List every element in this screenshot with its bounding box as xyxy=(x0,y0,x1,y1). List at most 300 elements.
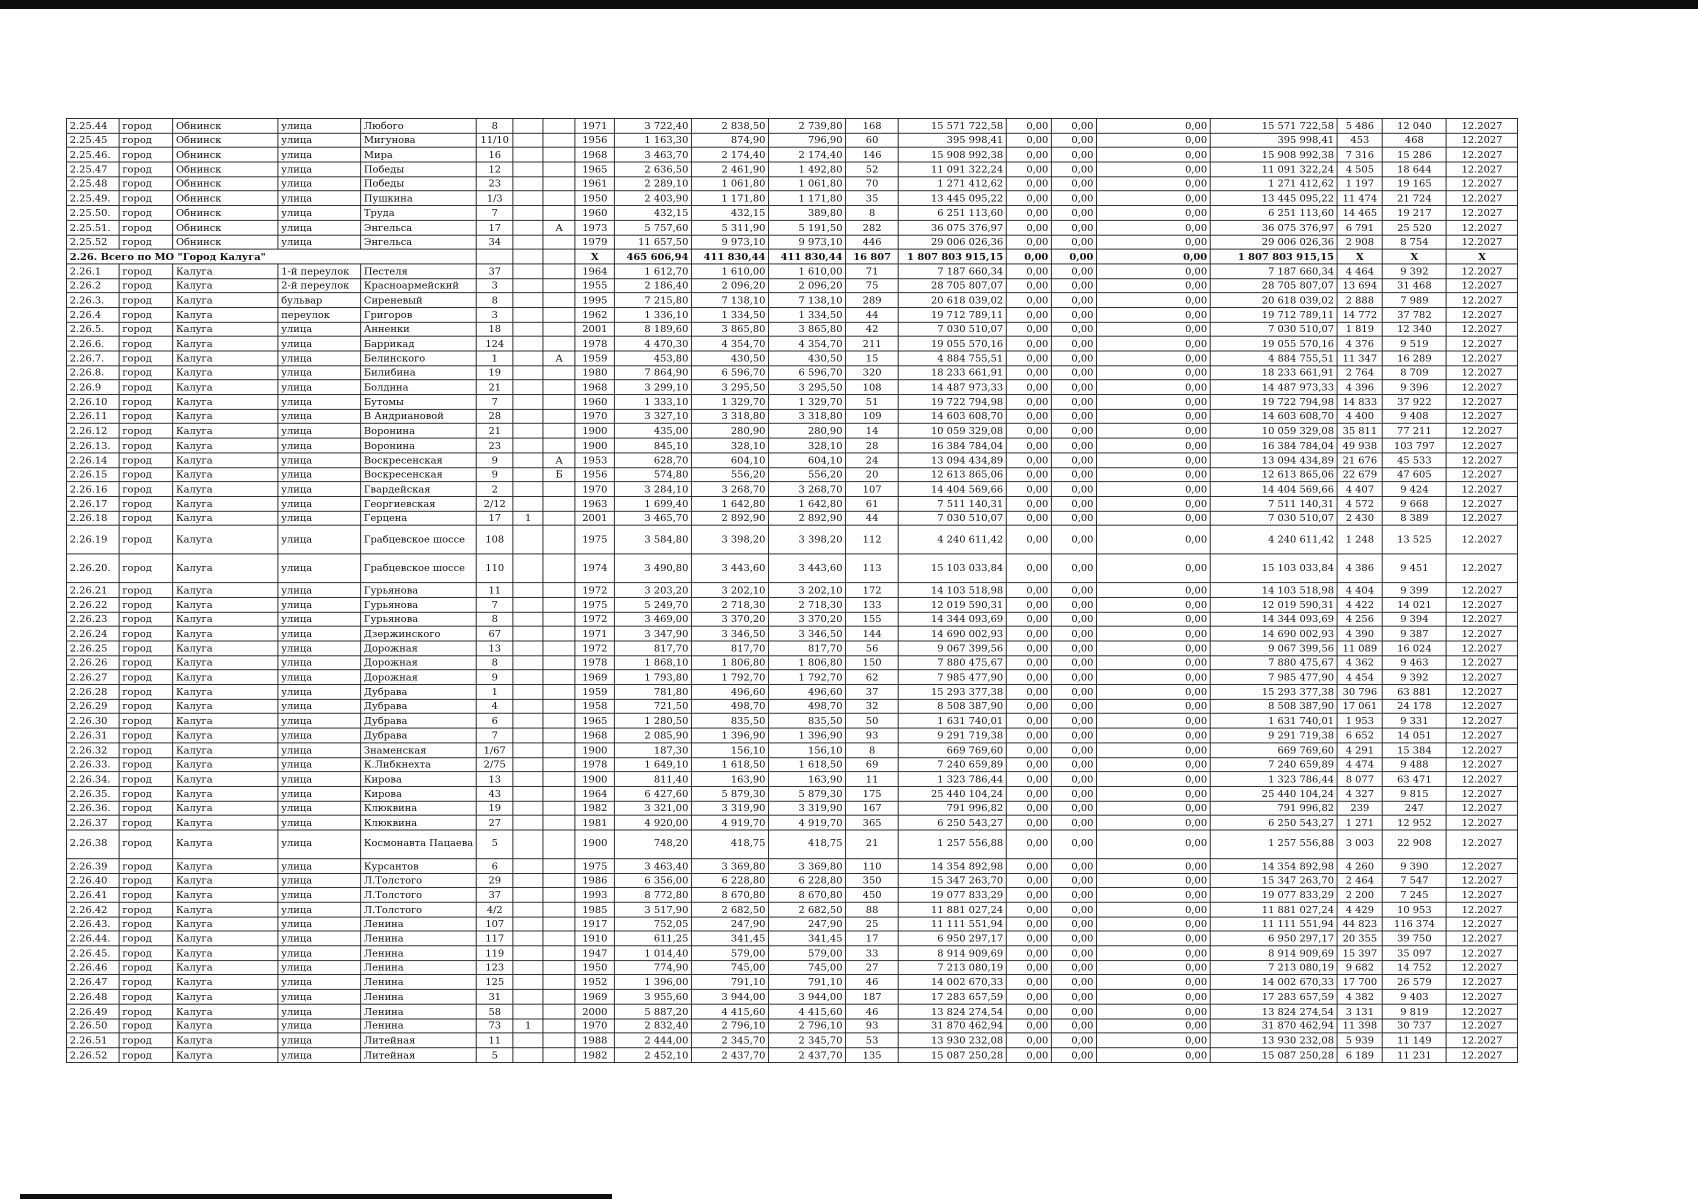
cell-residents: 175 xyxy=(846,786,899,801)
table-row xyxy=(66,177,1517,192)
cell-residents: 113 xyxy=(846,554,899,583)
cell-letter xyxy=(543,525,575,554)
cell-fund-region: 0,00 xyxy=(1097,888,1211,903)
cell-deadline: 12.2027 xyxy=(1446,830,1517,859)
cell-cost-total: 669 769,60 xyxy=(898,743,1006,758)
cell-settlement-type: город xyxy=(119,830,173,859)
cell-year: 1900 xyxy=(575,830,614,859)
cell-num: 2.26.21 xyxy=(66,583,119,598)
cell-building xyxy=(513,888,543,903)
total-value: 16 807 xyxy=(846,249,899,264)
cell-settlement: Калуга xyxy=(173,960,278,975)
cell-settlement-type: город xyxy=(119,1033,173,1048)
cell-cost-total: 7 187 660,34 xyxy=(898,264,1006,279)
table-row xyxy=(66,656,1517,671)
cell-deadline: 12.2027 xyxy=(1446,902,1517,917)
cell-fund-kr: 0,00 xyxy=(1006,409,1051,424)
cell-settlement-type: город xyxy=(119,220,173,235)
cell-house: 1/3 xyxy=(476,191,513,206)
cell-year: 1972 xyxy=(575,583,614,598)
cell-street-type: улица xyxy=(278,511,361,526)
cell-fund-kr: 0,00 xyxy=(1006,597,1051,612)
cell-num: 2.26.11 xyxy=(66,409,119,424)
cell-letter xyxy=(543,743,575,758)
cell-settlement-type: город xyxy=(119,931,173,946)
cell-settlement: Калуга xyxy=(173,554,278,583)
cell-residential-area: 2 682,50 xyxy=(692,902,769,917)
cell-deadline: 12.2027 xyxy=(1446,322,1517,337)
cell-limit-per-m2: 9 668 xyxy=(1382,496,1446,511)
cell-cost-total: 29 006 026,36 xyxy=(898,235,1006,250)
cell-deadline: 12.2027 xyxy=(1446,786,1517,801)
table-row xyxy=(66,975,1517,990)
cell-settlement: Обнинск xyxy=(173,118,278,133)
cell-limit-per-m2: 103 797 xyxy=(1382,438,1446,453)
cell-total-area: 3 321,00 xyxy=(615,801,692,816)
cell-cost-per-m2: 30 796 xyxy=(1337,685,1382,700)
cell-letter xyxy=(543,1048,575,1063)
cell-letter xyxy=(543,395,575,410)
cell-letter xyxy=(543,482,575,497)
cell-settlement: Обнинск xyxy=(173,191,278,206)
cell-residential-area: 4 919,70 xyxy=(692,815,769,830)
cell-street: Дорожная xyxy=(361,641,477,656)
cell-settlement: Калуга xyxy=(173,612,278,627)
cell-owner-area: 817,70 xyxy=(769,641,846,656)
cell-street-type: улица xyxy=(278,989,361,1004)
cell-num: 2.26.9 xyxy=(66,380,119,395)
total-value: X xyxy=(1446,249,1517,264)
cell-letter xyxy=(543,757,575,772)
cell-fund-kr: 0,00 xyxy=(1006,351,1051,366)
cell-year: 1969 xyxy=(575,670,614,685)
cell-building xyxy=(513,685,543,700)
cell-limit-per-m2: 9 394 xyxy=(1382,612,1446,627)
cell-letter xyxy=(543,322,575,337)
cell-building xyxy=(513,612,543,627)
cell-fund-owners: 6 250 543,27 xyxy=(1210,815,1337,830)
cell-fund-owners: 9 291 719,38 xyxy=(1210,728,1337,743)
cell-deadline: 12.2027 xyxy=(1446,467,1517,482)
cell-owner-area: 1 329,70 xyxy=(769,395,846,410)
cell-fund-rf: 0,00 xyxy=(1052,336,1097,351)
cell-building xyxy=(513,438,543,453)
cell-residential-area: 8 670,80 xyxy=(692,888,769,903)
cell-limit-per-m2: 9 392 xyxy=(1382,670,1446,685)
cell-building xyxy=(513,322,543,337)
cell-building xyxy=(513,336,543,351)
cell-street: Кирова xyxy=(361,786,477,801)
table-row xyxy=(66,612,1517,627)
cell-fund-region: 0,00 xyxy=(1097,626,1211,641)
cell-limit-per-m2: 8 709 xyxy=(1382,366,1446,381)
cell-fund-region: 0,00 xyxy=(1097,583,1211,598)
cell-residents: 20 xyxy=(846,467,899,482)
cell-fund-owners: 11 111 551,94 xyxy=(1210,917,1337,932)
cell-fund-rf: 0,00 xyxy=(1052,757,1097,772)
cell-limit-per-m2: 30 737 xyxy=(1382,1019,1446,1034)
cell-house: 123 xyxy=(476,960,513,975)
cell-settlement: Калуга xyxy=(173,830,278,859)
cell-settlement-type: город xyxy=(119,380,173,395)
table-row xyxy=(66,351,1517,366)
cell-cost-per-m2: 7 316 xyxy=(1337,148,1382,163)
cell-fund-region: 0,00 xyxy=(1097,293,1211,308)
cell-settlement-type: город xyxy=(119,772,173,787)
cell-fund-rf: 0,00 xyxy=(1052,162,1097,177)
cell-cost-per-m2: 21 676 xyxy=(1337,453,1382,468)
cell-owner-area: 163,90 xyxy=(769,772,846,787)
cell-cost-total: 11 881 027,24 xyxy=(898,902,1006,917)
cell-street: Воронина xyxy=(361,438,477,453)
cell-cost-per-m2: 5 486 xyxy=(1337,118,1382,133)
cell-cost-per-m2: 239 xyxy=(1337,801,1382,816)
cell-residential-area: 432,15 xyxy=(692,206,769,221)
cell-house: 1 xyxy=(476,685,513,700)
cell-limit-per-m2: 15 286 xyxy=(1382,148,1446,163)
cell-street-type: улица xyxy=(278,597,361,612)
cell-fund-rf: 0,00 xyxy=(1052,307,1097,322)
cell-street: Гурьянова xyxy=(361,583,477,598)
cell-fund-region: 0,00 xyxy=(1097,206,1211,221)
cell-building xyxy=(513,395,543,410)
cell-fund-kr: 0,00 xyxy=(1006,873,1051,888)
cell-num: 2.25.44 xyxy=(66,118,119,133)
cell-fund-kr: 0,00 xyxy=(1006,118,1051,133)
cell-settlement-type: город xyxy=(119,1004,173,1019)
cell-fund-region: 0,00 xyxy=(1097,177,1211,192)
cell-settlement: Калуга xyxy=(173,380,278,395)
cell-building xyxy=(513,699,543,714)
cell-street: Курсантов xyxy=(361,859,477,874)
cell-num: 2.26.51 xyxy=(66,1033,119,1048)
cell-fund-rf: 0,00 xyxy=(1052,118,1097,133)
empty-cell xyxy=(513,249,543,264)
cell-year: 1978 xyxy=(575,656,614,671)
cell-letter: А xyxy=(543,351,575,366)
cell-cost-per-m2: 35 811 xyxy=(1337,424,1382,439)
cell-cost-total: 7 030 510,07 xyxy=(898,511,1006,526)
cell-owner-area: 418,75 xyxy=(769,830,846,859)
cell-street-type: улица xyxy=(278,815,361,830)
cell-total-area: 6 427,60 xyxy=(615,786,692,801)
cell-residential-area: 1 642,80 xyxy=(692,496,769,511)
cell-year: 1971 xyxy=(575,118,614,133)
cell-residents: 112 xyxy=(846,525,899,554)
cell-cost-per-m2: 3 131 xyxy=(1337,1004,1382,1019)
cell-total-area: 3 463,40 xyxy=(615,859,692,874)
cell-residents: 172 xyxy=(846,583,899,598)
cell-fund-owners: 15 103 033,84 xyxy=(1210,554,1337,583)
cell-fund-owners: 7 030 510,07 xyxy=(1210,511,1337,526)
cell-fund-kr: 0,00 xyxy=(1006,278,1051,293)
cell-residents: 14 xyxy=(846,424,899,439)
cell-residential-area: 1 792,70 xyxy=(692,670,769,685)
cell-building xyxy=(513,801,543,816)
cell-year: 2001 xyxy=(575,322,614,337)
cell-street: Ленина xyxy=(361,917,477,932)
cell-residential-area: 1 334,50 xyxy=(692,307,769,322)
cell-limit-per-m2: 9 819 xyxy=(1382,1004,1446,1019)
cell-owner-area: 156,10 xyxy=(769,743,846,758)
cell-letter xyxy=(543,946,575,961)
cell-total-area: 5 757,60 xyxy=(615,220,692,235)
cell-deadline: 12.2027 xyxy=(1446,931,1517,946)
cell-settlement-type: город xyxy=(119,656,173,671)
table-row xyxy=(66,336,1517,351)
cell-settlement-type: город xyxy=(119,641,173,656)
cell-fund-rf: 0,00 xyxy=(1052,133,1097,148)
cell-cost-total: 791 996,82 xyxy=(898,801,1006,816)
cell-owner-area: 579,00 xyxy=(769,946,846,961)
cell-building xyxy=(513,278,543,293)
cell-street-type: улица xyxy=(278,351,361,366)
cell-letter xyxy=(543,162,575,177)
cell-owner-area: 3 202,10 xyxy=(769,583,846,598)
cell-cost-total: 15 103 033,84 xyxy=(898,554,1006,583)
cell-settlement-type: город xyxy=(119,815,173,830)
cell-house: 18 xyxy=(476,322,513,337)
cell-deadline: 12.2027 xyxy=(1446,380,1517,395)
cell-street-type: 1-й переулок xyxy=(278,264,361,279)
cell-owner-area: 3 865,80 xyxy=(769,322,846,337)
cell-settlement: Калуга xyxy=(173,511,278,526)
cell-deadline: 12.2027 xyxy=(1446,438,1517,453)
cell-letter xyxy=(543,685,575,700)
cell-residential-area: 418,75 xyxy=(692,830,769,859)
cell-fund-owners: 7 880 475,67 xyxy=(1210,656,1337,671)
cell-cost-total: 28 705 807,07 xyxy=(898,278,1006,293)
cell-fund-kr: 0,00 xyxy=(1006,177,1051,192)
cell-residential-area: 3 865,80 xyxy=(692,322,769,337)
cell-letter xyxy=(543,728,575,743)
cell-owner-area: 5 191,50 xyxy=(769,220,846,235)
cell-cost-total: 7 511 140,31 xyxy=(898,496,1006,511)
cell-building xyxy=(513,946,543,961)
cell-owner-area: 3 346,50 xyxy=(769,626,846,641)
cell-residents: 167 xyxy=(846,801,899,816)
cell-num: 2.26.25 xyxy=(66,641,119,656)
cell-fund-region: 0,00 xyxy=(1097,975,1211,990)
cell-fund-owners: 15 908 992,38 xyxy=(1210,148,1337,163)
cell-residential-area: 280,90 xyxy=(692,424,769,439)
cell-cost-total: 6 250 543,27 xyxy=(898,815,1006,830)
cell-year: 1900 xyxy=(575,438,614,453)
cell-fund-owners: 25 440 104,24 xyxy=(1210,786,1337,801)
cell-settlement-type: город xyxy=(119,118,173,133)
cell-limit-per-m2: 19 217 xyxy=(1382,206,1446,221)
cell-fund-kr: 0,00 xyxy=(1006,133,1051,148)
cell-cost-total: 19 712 789,11 xyxy=(898,307,1006,322)
cell-street: Георгиевская xyxy=(361,496,477,511)
cell-settlement-type: город xyxy=(119,612,173,627)
table-row xyxy=(66,685,1517,700)
cell-street-type: улица xyxy=(278,380,361,395)
cell-fund-region: 0,00 xyxy=(1097,699,1211,714)
cell-house: 17 xyxy=(476,220,513,235)
cell-fund-kr: 0,00 xyxy=(1006,467,1051,482)
cell-total-area: 7 215,80 xyxy=(615,293,692,308)
cell-street-type: улица xyxy=(278,395,361,410)
cell-deadline: 12.2027 xyxy=(1446,118,1517,133)
cell-residential-area: 4 354,70 xyxy=(692,336,769,351)
cell-cost-per-m2: 15 397 xyxy=(1337,946,1382,961)
cell-letter: А xyxy=(543,453,575,468)
cell-total-area: 752,05 xyxy=(615,917,692,932)
cell-cost-total: 14 002 670,33 xyxy=(898,975,1006,990)
cell-building xyxy=(513,714,543,729)
table-row xyxy=(66,395,1517,410)
cell-residents: 32 xyxy=(846,699,899,714)
cell-fund-kr: 0,00 xyxy=(1006,307,1051,322)
cell-residential-area: 604,10 xyxy=(692,453,769,468)
cell-street: Ленина xyxy=(361,931,477,946)
cell-fund-region: 0,00 xyxy=(1097,612,1211,627)
table-row xyxy=(66,380,1517,395)
cell-letter xyxy=(543,133,575,148)
cell-house: 13 xyxy=(476,641,513,656)
cell-num: 2.26.35. xyxy=(66,786,119,801)
cell-settlement: Калуга xyxy=(173,815,278,830)
cell-fund-owners: 15 087 250,28 xyxy=(1210,1048,1337,1063)
cell-residential-area: 9 973,10 xyxy=(692,235,769,250)
cell-owner-area: 2 796,10 xyxy=(769,1019,846,1034)
cell-fund-owners: 15 347 263,70 xyxy=(1210,873,1337,888)
cell-fund-rf: 0,00 xyxy=(1052,859,1097,874)
cell-street: Любого xyxy=(361,118,477,133)
cell-fund-owners: 395 998,41 xyxy=(1210,133,1337,148)
cell-fund-region: 0,00 xyxy=(1097,801,1211,816)
cell-street: Гурьянова xyxy=(361,597,477,612)
cell-limit-per-m2: 14 752 xyxy=(1382,960,1446,975)
cell-fund-kr: 0,00 xyxy=(1006,322,1051,337)
cell-settlement-type: город xyxy=(119,307,173,322)
cell-cost-per-m2: 14 465 xyxy=(1337,206,1382,221)
table-row xyxy=(66,583,1517,598)
cell-year: 2001 xyxy=(575,511,614,526)
cell-letter xyxy=(543,873,575,888)
cell-residential-area: 2 437,70 xyxy=(692,1048,769,1063)
cell-residents: 289 xyxy=(846,293,899,308)
cell-fund-kr: 0,00 xyxy=(1006,960,1051,975)
cell-fund-owners: 6 950 297,17 xyxy=(1210,931,1337,946)
cell-year: 1978 xyxy=(575,336,614,351)
cell-total-area: 5 887,20 xyxy=(615,1004,692,1019)
cell-building xyxy=(513,902,543,917)
cell-cost-total: 31 870 462,94 xyxy=(898,1019,1006,1034)
table-row xyxy=(66,801,1517,816)
cell-street-type: улица xyxy=(278,1004,361,1019)
cell-fund-kr: 0,00 xyxy=(1006,656,1051,671)
cell-total-area: 2 403,90 xyxy=(615,191,692,206)
cell-num: 2.26.48 xyxy=(66,989,119,1004)
cell-street: Космонавта Пацаева xyxy=(361,830,477,859)
cell-owner-area: 2 892,90 xyxy=(769,511,846,526)
cell-settlement-type: город xyxy=(119,438,173,453)
cell-house: 4 xyxy=(476,699,513,714)
cell-cost-total: 1 271 412,62 xyxy=(898,177,1006,192)
cell-settlement-type: город xyxy=(119,917,173,932)
cell-letter xyxy=(543,902,575,917)
cell-fund-kr: 0,00 xyxy=(1006,757,1051,772)
cell-fund-owners: 15 571 722,58 xyxy=(1210,118,1337,133)
cell-fund-owners: 13 445 095,22 xyxy=(1210,191,1337,206)
cell-building xyxy=(513,873,543,888)
cell-street-type: улица xyxy=(278,859,361,874)
cell-year: 1956 xyxy=(575,467,614,482)
cell-fund-kr: 0,00 xyxy=(1006,728,1051,743)
cell-residential-area: 6 228,80 xyxy=(692,873,769,888)
cell-residents: 93 xyxy=(846,728,899,743)
cell-house: 11 xyxy=(476,1033,513,1048)
cell-settlement: Калуга xyxy=(173,975,278,990)
cell-residents: 365 xyxy=(846,815,899,830)
table-row xyxy=(66,133,1517,148)
cell-cost-per-m2: 4 429 xyxy=(1337,902,1382,917)
total-value: X xyxy=(1337,249,1382,264)
cell-cost-total: 16 384 784,04 xyxy=(898,438,1006,453)
cell-building xyxy=(513,482,543,497)
cell-residents: 51 xyxy=(846,395,899,410)
cell-settlement: Калуга xyxy=(173,656,278,671)
cell-fund-kr: 0,00 xyxy=(1006,496,1051,511)
cell-street: Клюквина xyxy=(361,801,477,816)
cell-cost-total: 1 631 740,01 xyxy=(898,714,1006,729)
cell-residents: 350 xyxy=(846,873,899,888)
cell-fund-owners: 14 404 569,66 xyxy=(1210,482,1337,497)
cell-limit-per-m2: 14 021 xyxy=(1382,597,1446,612)
cell-settlement: Обнинск xyxy=(173,148,278,163)
cell-building xyxy=(513,133,543,148)
cell-house: 37 xyxy=(476,264,513,279)
cell-cost-total: 14 103 518,98 xyxy=(898,583,1006,598)
cell-residential-area: 163,90 xyxy=(692,772,769,787)
cell-year: 1968 xyxy=(575,728,614,743)
cell-total-area: 811,40 xyxy=(615,772,692,787)
cell-settlement: Калуга xyxy=(173,801,278,816)
cell-cost-per-m2: 2 200 xyxy=(1337,888,1382,903)
cell-fund-rf: 0,00 xyxy=(1052,264,1097,279)
cell-building xyxy=(513,656,543,671)
cell-deadline: 12.2027 xyxy=(1446,511,1517,526)
cell-street-type: улица xyxy=(278,438,361,453)
cell-settlement: Калуга xyxy=(173,278,278,293)
cell-fund-region: 0,00 xyxy=(1097,597,1211,612)
cell-cost-per-m2: 3 003 xyxy=(1337,830,1382,859)
cell-cost-per-m2: 4 390 xyxy=(1337,626,1382,641)
cell-street: Пушкина xyxy=(361,191,477,206)
cell-deadline: 12.2027 xyxy=(1446,1004,1517,1019)
cell-letter xyxy=(543,786,575,801)
cell-year: 1970 xyxy=(575,482,614,497)
cell-cost-per-m2: 11 347 xyxy=(1337,351,1382,366)
cell-street-type: улица xyxy=(278,612,361,627)
cell-settlement: Калуга xyxy=(173,772,278,787)
cell-num: 2.25.52 xyxy=(66,235,119,250)
cell-num: 2.26.50 xyxy=(66,1019,119,1034)
cell-fund-owners: 18 233 661,91 xyxy=(1210,366,1337,381)
cell-fund-rf: 0,00 xyxy=(1052,482,1097,497)
cell-limit-per-m2: 37 782 xyxy=(1382,307,1446,322)
table-row xyxy=(66,743,1517,758)
cell-residential-area: 2 838,50 xyxy=(692,118,769,133)
cell-residents: 88 xyxy=(846,902,899,917)
cell-house: 9 xyxy=(476,467,513,482)
cell-fund-owners: 12 019 590,31 xyxy=(1210,597,1337,612)
cell-residential-area: 3 318,80 xyxy=(692,409,769,424)
table-row xyxy=(66,873,1517,888)
cell-fund-kr: 0,00 xyxy=(1006,743,1051,758)
